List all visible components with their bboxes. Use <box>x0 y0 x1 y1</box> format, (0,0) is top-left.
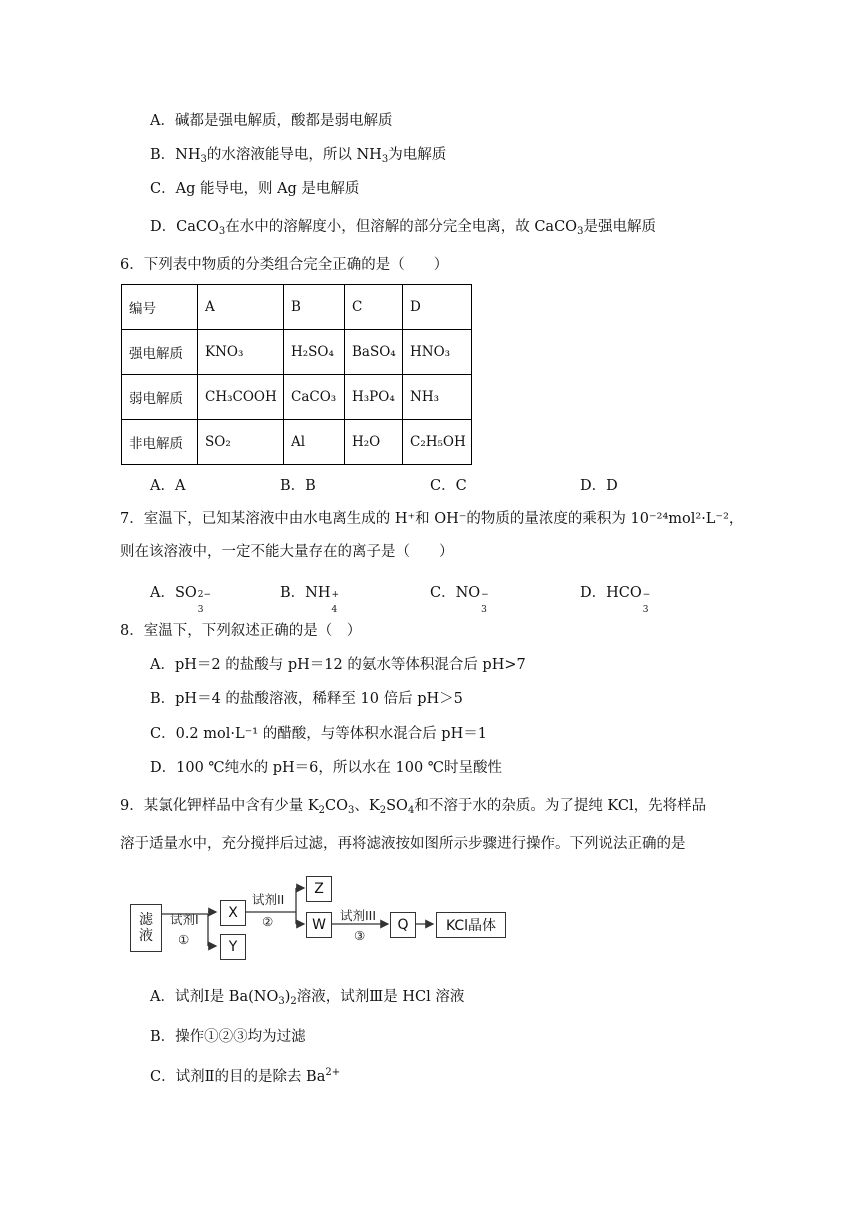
q7-option-a: A．SO 2− 3 <box>150 585 212 615</box>
table-row <box>122 330 472 375</box>
table-cell: C₂H₅OH <box>403 420 472 465</box>
table-header-cell: B <box>284 285 345 330</box>
kcl-crystal-box: KCl晶体 <box>436 912 506 938</box>
q5-option-c: C．Ag 能导电，则 Ag 是电解质 <box>150 181 360 197</box>
q9-option-c: C．试剂Ⅱ的目的是除去 $Ba^{2+}$ <box>150 1067 341 1085</box>
q8-option-b: B．pH＝4 的盐酸溶液，稀释至 10 倍后 pH＞5 <box>150 691 463 707</box>
reagent3-label: 试剂III <box>340 908 377 923</box>
q8-option-c: C．0.2 mol·L⁻¹ 的醋酸，与等体积水混合后 pH＝1 <box>150 726 487 742</box>
q6-option-c: C．C <box>430 478 467 494</box>
table-row <box>122 420 472 465</box>
q9-stem-line1: 9．某氯化钾样品中含有少量 $K_2CO_3$、$K_2SO_4$和不溶于水的杂质。为了提纯 KCl，先将样品 <box>120 798 707 816</box>
q9-option-b: B．操作①②③均为过滤 <box>150 1029 306 1045</box>
z-box: Z <box>306 876 332 902</box>
q-box: Q <box>390 912 416 938</box>
q5-option-b: B．$NH_3$的水溶液能导电，所以 $NH_3$为电解质 <box>150 147 447 165</box>
q5-option-a: A．碱都是强电解质，酸都是弱电解质 <box>150 113 393 129</box>
table-header-row <box>122 285 472 330</box>
purification-flow-diagram <box>120 870 540 970</box>
reagent1-label: 试剂I <box>170 912 199 927</box>
table-cell: NH₃ <box>403 375 472 420</box>
table-header-cell: C <box>345 285 403 330</box>
q9-option-a: A．试剂Ⅰ是 $Ba(NO_3)_2$溶液，试剂Ⅲ是 HCl 溶液 <box>150 989 465 1007</box>
table-cell: HNO₃ <box>403 330 472 375</box>
table-cell: KNO₃ <box>198 330 284 375</box>
w-box: W <box>306 912 332 938</box>
q8-option-d: D．100 ℃纯水的 pH＝6，所以水在 100 ℃时呈酸性 <box>150 760 503 776</box>
q5-option-d: D．CaCO$_3$在水中的溶解度小，但溶解的部分完全电离，故 CaCO$_3$是强电解质 <box>150 219 656 237</box>
table-cell: 弱电解质 <box>122 375 198 420</box>
table-cell: BaSO₄ <box>345 330 403 375</box>
q7-option-b: B．NH + 4 <box>280 585 340 615</box>
q7-option-c: C．NO − 3 <box>430 585 489 615</box>
table-row <box>122 375 472 420</box>
q7-stem-line1: 7．室温下，已知某溶液中由水电离生成的 H⁺和 OH⁻的物质的量浓度的乘积为 10⁻²⁴mol²·L⁻²， <box>120 511 744 527</box>
table-header-cell: D <box>403 285 472 330</box>
q6-option-a: A．A <box>150 478 186 494</box>
q7-option-d: D．HCO − 3 <box>580 585 651 615</box>
table-cell: Al <box>284 420 345 465</box>
table-cell: 非电解质 <box>122 420 198 465</box>
table-cell: H₂SO₄ <box>284 330 345 375</box>
table-cell: H₂O <box>345 420 403 465</box>
q8-stem: 8．室温下，下列叙述正确的是（ ） <box>120 623 362 639</box>
step2-label: ② <box>262 914 274 929</box>
table-cell: CaCO₃ <box>284 375 345 420</box>
q7-stem-line2: 则在该溶液中，一定不能大量存在的离子是（ ） <box>120 544 454 560</box>
table-cell: H₃PO₄ <box>345 375 403 420</box>
table-cell: 强电解质 <box>122 330 198 375</box>
table-header-cell: 编号 <box>122 285 198 330</box>
q6-stem: 6．下列表中物质的分类组合完全正确的是（ ） <box>120 257 449 273</box>
table-cell: SO₂ <box>198 420 284 465</box>
y-box: Y <box>220 934 246 960</box>
reagent2-label: 试剂II <box>252 892 285 907</box>
q6-option-d: D．D <box>580 478 618 494</box>
q6-option-b: B．B <box>280 478 316 494</box>
filtrate-box: 滤液 <box>130 904 162 952</box>
classification-table <box>121 284 472 465</box>
q8-option-a: A．pH＝2 的盐酸与 pH＝12 的氨水等体积混合后 pH>7 <box>150 657 526 673</box>
step1-label: ① <box>178 932 190 947</box>
x-box: X <box>220 900 246 926</box>
q9-stem-line2: 溶于适量水中，充分搅拌后过滤，再将滤液按如图所示步骤进行操作。下列说法正确的是 <box>120 836 686 852</box>
step3-label: ③ <box>354 928 366 943</box>
table-cell: CH₃COOH <box>198 375 284 420</box>
table-header-cell: A <box>198 285 284 330</box>
